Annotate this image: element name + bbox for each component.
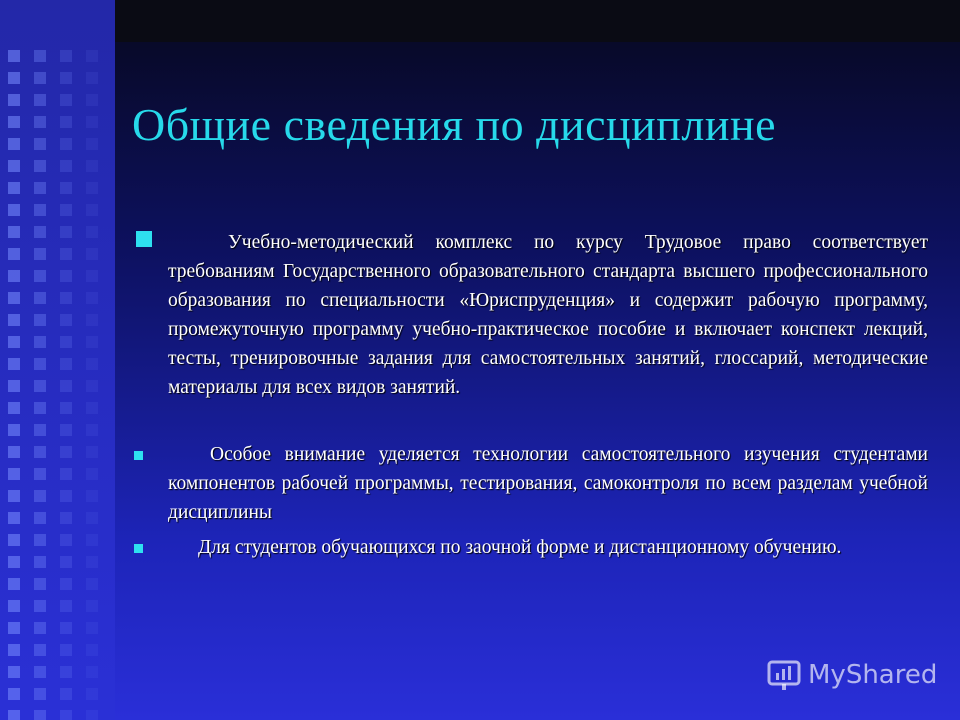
decorative-square bbox=[60, 292, 72, 304]
decorative-square bbox=[86, 336, 98, 348]
decorative-square bbox=[34, 248, 46, 260]
decorative-square bbox=[86, 94, 98, 106]
decorative-square bbox=[8, 138, 20, 150]
decorative-square bbox=[86, 292, 98, 304]
decorative-square bbox=[60, 534, 72, 546]
decorative-square bbox=[8, 248, 20, 260]
bullet-text-2: Особое внимание уделяется технологии самостоятельного изучения студентами компонентов рабочей программы, тестирования, самоконтроля по всем разделам учебной дисциплины bbox=[168, 444, 928, 523]
decorative-square-column bbox=[0, 0, 115, 720]
decorative-square bbox=[34, 490, 46, 502]
decorative-square bbox=[34, 50, 46, 62]
decorative-square bbox=[86, 424, 98, 436]
decorative-square bbox=[8, 72, 20, 84]
decorative-square bbox=[8, 94, 20, 106]
bullet-marker-icon bbox=[134, 451, 143, 460]
decorative-square bbox=[34, 116, 46, 128]
decorative-square bbox=[8, 226, 20, 238]
decorative-square bbox=[86, 116, 98, 128]
decorative-square bbox=[60, 512, 72, 524]
decorative-square bbox=[86, 160, 98, 172]
decorative-square bbox=[86, 138, 98, 150]
decorative-square bbox=[34, 204, 46, 216]
decorative-square bbox=[60, 600, 72, 612]
decorative-square bbox=[60, 666, 72, 678]
decorative-square bbox=[60, 358, 72, 370]
decorative-square bbox=[86, 622, 98, 634]
decorative-square bbox=[8, 314, 20, 326]
decorative-square bbox=[34, 600, 46, 612]
decorative-square bbox=[86, 402, 98, 414]
decorative-square bbox=[8, 160, 20, 172]
slide-title: Общие сведения по дисциплине bbox=[132, 99, 776, 150]
decorative-square bbox=[60, 688, 72, 700]
decorative-square bbox=[86, 710, 98, 720]
decorative-square bbox=[60, 380, 72, 392]
decorative-square bbox=[34, 226, 46, 238]
bullet-item-2 bbox=[168, 440, 928, 527]
decorative-square bbox=[8, 182, 20, 194]
decorative-square bbox=[86, 358, 98, 370]
decorative-square bbox=[34, 182, 46, 194]
bullet-marker-icon bbox=[134, 544, 143, 553]
decorative-square bbox=[34, 358, 46, 370]
watermark-text: MyShared bbox=[808, 660, 938, 690]
bullet-text-3: Для студентов обучающихся по заочной форме и дистанционному обучению. bbox=[198, 537, 842, 558]
decorative-square bbox=[60, 116, 72, 128]
decorative-square bbox=[60, 270, 72, 282]
presentation-board-icon bbox=[766, 657, 802, 693]
decorative-square bbox=[86, 644, 98, 656]
decorative-square bbox=[8, 534, 20, 546]
decorative-square bbox=[8, 622, 20, 634]
decorative-square bbox=[86, 534, 98, 546]
decorative-square bbox=[34, 402, 46, 414]
bullet-text-1: Учебно-методический комплекс по курсу Трудовое право соответствует требованиям Государственного образовательного стандарта высшего профессионального образования по специальности «Юриспруденция» и содержит рабочую программу, промежуточную программу учебно-практическое пособие и включает конспект лекций, тесты, тренировочные задания для самостоятельных занятий, глоссарий, методические материалы для всех видов занятий. bbox=[168, 232, 928, 398]
decorative-square bbox=[60, 622, 72, 634]
decorative-square bbox=[8, 50, 20, 62]
decorative-square bbox=[86, 204, 98, 216]
decorative-square bbox=[60, 336, 72, 348]
decorative-square bbox=[34, 556, 46, 568]
decorative-square bbox=[60, 94, 72, 106]
decorative-square bbox=[8, 292, 20, 304]
decorative-square bbox=[60, 204, 72, 216]
decorative-square bbox=[86, 248, 98, 260]
decorative-square bbox=[86, 314, 98, 326]
decorative-square bbox=[86, 226, 98, 238]
decorative-square bbox=[86, 72, 98, 84]
decorative-square bbox=[86, 556, 98, 568]
decorative-square bbox=[8, 556, 20, 568]
decorative-square bbox=[60, 138, 72, 150]
decorative-square bbox=[60, 446, 72, 458]
decorative-square bbox=[86, 688, 98, 700]
decorative-square bbox=[60, 402, 72, 414]
decorative-square bbox=[34, 666, 46, 678]
decorative-square bbox=[60, 490, 72, 502]
decorative-square bbox=[86, 600, 98, 612]
decorative-square bbox=[86, 50, 98, 62]
decorative-square bbox=[86, 490, 98, 502]
decorative-square bbox=[34, 578, 46, 590]
decorative-square bbox=[60, 468, 72, 480]
decorative-square bbox=[60, 160, 72, 172]
decorative-square bbox=[34, 622, 46, 634]
decorative-square bbox=[8, 490, 20, 502]
decorative-square bbox=[86, 578, 98, 590]
decorative-square bbox=[34, 468, 46, 480]
decorative-square bbox=[60, 248, 72, 260]
decorative-square bbox=[8, 204, 20, 216]
decorative-square bbox=[8, 424, 20, 436]
decorative-square bbox=[60, 182, 72, 194]
decorative-square bbox=[86, 446, 98, 458]
decorative-square bbox=[8, 402, 20, 414]
decorative-square bbox=[34, 446, 46, 458]
decorative-square bbox=[60, 578, 72, 590]
decorative-square bbox=[86, 468, 98, 480]
decorative-square bbox=[34, 292, 46, 304]
decorative-square bbox=[34, 72, 46, 84]
decorative-square bbox=[86, 270, 98, 282]
decorative-square bbox=[60, 644, 72, 656]
decorative-square bbox=[60, 556, 72, 568]
decorative-square bbox=[8, 336, 20, 348]
decorative-square bbox=[8, 644, 20, 656]
decorative-square bbox=[86, 512, 98, 524]
decorative-square bbox=[34, 688, 46, 700]
decorative-square bbox=[86, 666, 98, 678]
decorative-square bbox=[86, 380, 98, 392]
decorative-square bbox=[34, 160, 46, 172]
bullet-item-1 bbox=[168, 228, 928, 402]
decorative-square bbox=[8, 578, 20, 590]
decorative-square bbox=[8, 666, 20, 678]
decorative-square bbox=[34, 380, 46, 392]
decorative-square bbox=[34, 270, 46, 282]
decorative-square bbox=[8, 116, 20, 128]
decorative-square bbox=[8, 358, 20, 370]
decorative-square bbox=[8, 710, 20, 720]
decorative-square bbox=[60, 226, 72, 238]
decorative-square bbox=[8, 512, 20, 524]
decorative-square bbox=[60, 72, 72, 84]
decorative-square bbox=[34, 336, 46, 348]
decorative-square bbox=[34, 512, 46, 524]
decorative-square bbox=[60, 50, 72, 62]
decorative-square bbox=[8, 270, 20, 282]
decorative-square bbox=[8, 468, 20, 480]
decorative-square bbox=[86, 182, 98, 194]
decorative-square bbox=[34, 94, 46, 106]
myshared-watermark bbox=[766, 655, 937, 695]
bullet-marker-icon bbox=[136, 231, 152, 247]
decorative-square bbox=[34, 314, 46, 326]
decorative-square bbox=[34, 710, 46, 720]
decorative-square bbox=[34, 644, 46, 656]
decorative-square bbox=[8, 688, 20, 700]
decorative-square bbox=[60, 314, 72, 326]
decorative-square bbox=[8, 600, 20, 612]
decorative-square bbox=[34, 534, 46, 546]
decorative-square bbox=[34, 138, 46, 150]
decorative-square bbox=[34, 424, 46, 436]
top-dark-band bbox=[115, 0, 960, 42]
decorative-square bbox=[8, 446, 20, 458]
bullet-item-3 bbox=[168, 533, 928, 562]
decorative-square bbox=[60, 424, 72, 436]
decorative-square bbox=[8, 380, 20, 392]
decorative-square bbox=[60, 710, 72, 720]
